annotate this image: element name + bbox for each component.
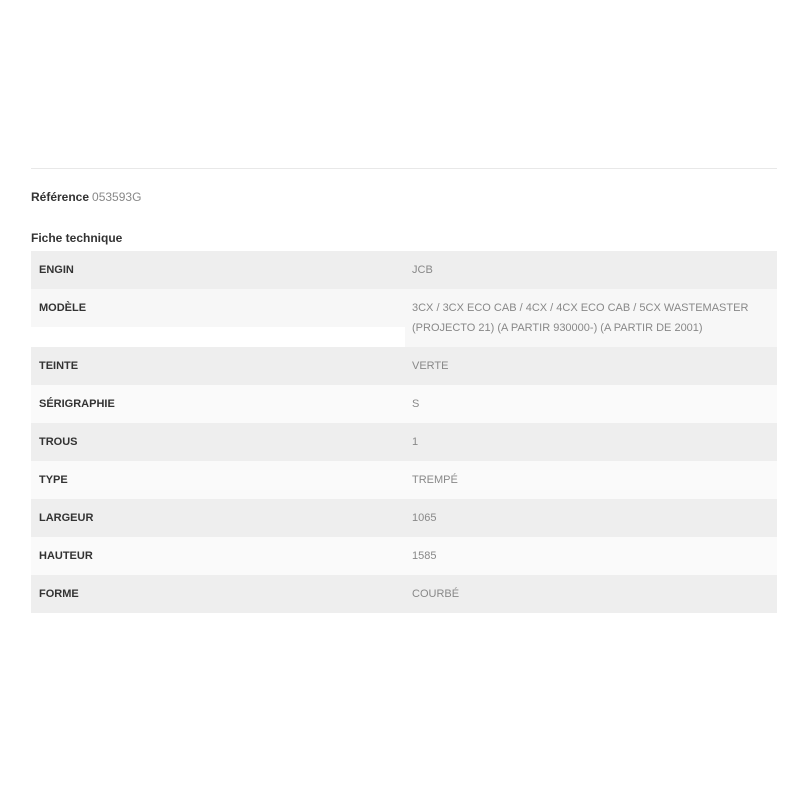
spec-value: 1065 bbox=[412, 512, 437, 524]
spec-key: FORME bbox=[39, 588, 79, 600]
reference-label: Référence bbox=[31, 190, 90, 204]
reference-value: 053593G bbox=[92, 190, 142, 204]
spec-row-modele bbox=[31, 289, 777, 347]
spec-row-trous bbox=[31, 423, 777, 461]
technical-sheet-title: Fiche technique bbox=[31, 231, 123, 245]
spec-row-serigraphie bbox=[31, 385, 777, 423]
spec-key: TEINTE bbox=[39, 360, 79, 372]
spec-value: COURBÉ bbox=[412, 588, 460, 600]
spec-value: 3CX / 3CX ECO CAB / 4CX / 4CX ECO CAB / 5CX WASTEMASTER (PROJECTO 21) (A PARTIR 930000-) (A PARTIR DE 2001) bbox=[412, 302, 749, 334]
section-divider bbox=[31, 168, 777, 169]
spec-row-forme bbox=[31, 575, 777, 613]
spec-value: JCB bbox=[412, 264, 433, 276]
spec-value: 1585 bbox=[412, 550, 437, 562]
spec-key: TYPE bbox=[39, 474, 68, 486]
spec-row-largeur bbox=[31, 499, 777, 537]
spec-value: S bbox=[412, 398, 420, 410]
spec-row-teinte bbox=[31, 347, 777, 385]
spec-value: VERTE bbox=[412, 360, 449, 372]
spec-key: TROUS bbox=[39, 436, 78, 448]
product-reference bbox=[31, 189, 141, 205]
spec-key: ENGIN bbox=[39, 264, 74, 276]
row-background-left bbox=[31, 289, 405, 327]
spec-key: SÉRIGRAPHIE bbox=[39, 398, 115, 410]
spec-row-hauteur bbox=[31, 537, 777, 575]
technical-spec-table bbox=[31, 251, 777, 613]
spec-key: LARGEUR bbox=[39, 512, 94, 524]
spec-row-engin bbox=[31, 251, 777, 289]
spec-value: TREMPÉ bbox=[412, 474, 458, 486]
spec-value: 1 bbox=[412, 436, 419, 448]
spec-row-type bbox=[31, 461, 777, 499]
spec-key: HAUTEUR bbox=[39, 550, 93, 562]
spec-key: MODÈLE bbox=[39, 302, 87, 314]
